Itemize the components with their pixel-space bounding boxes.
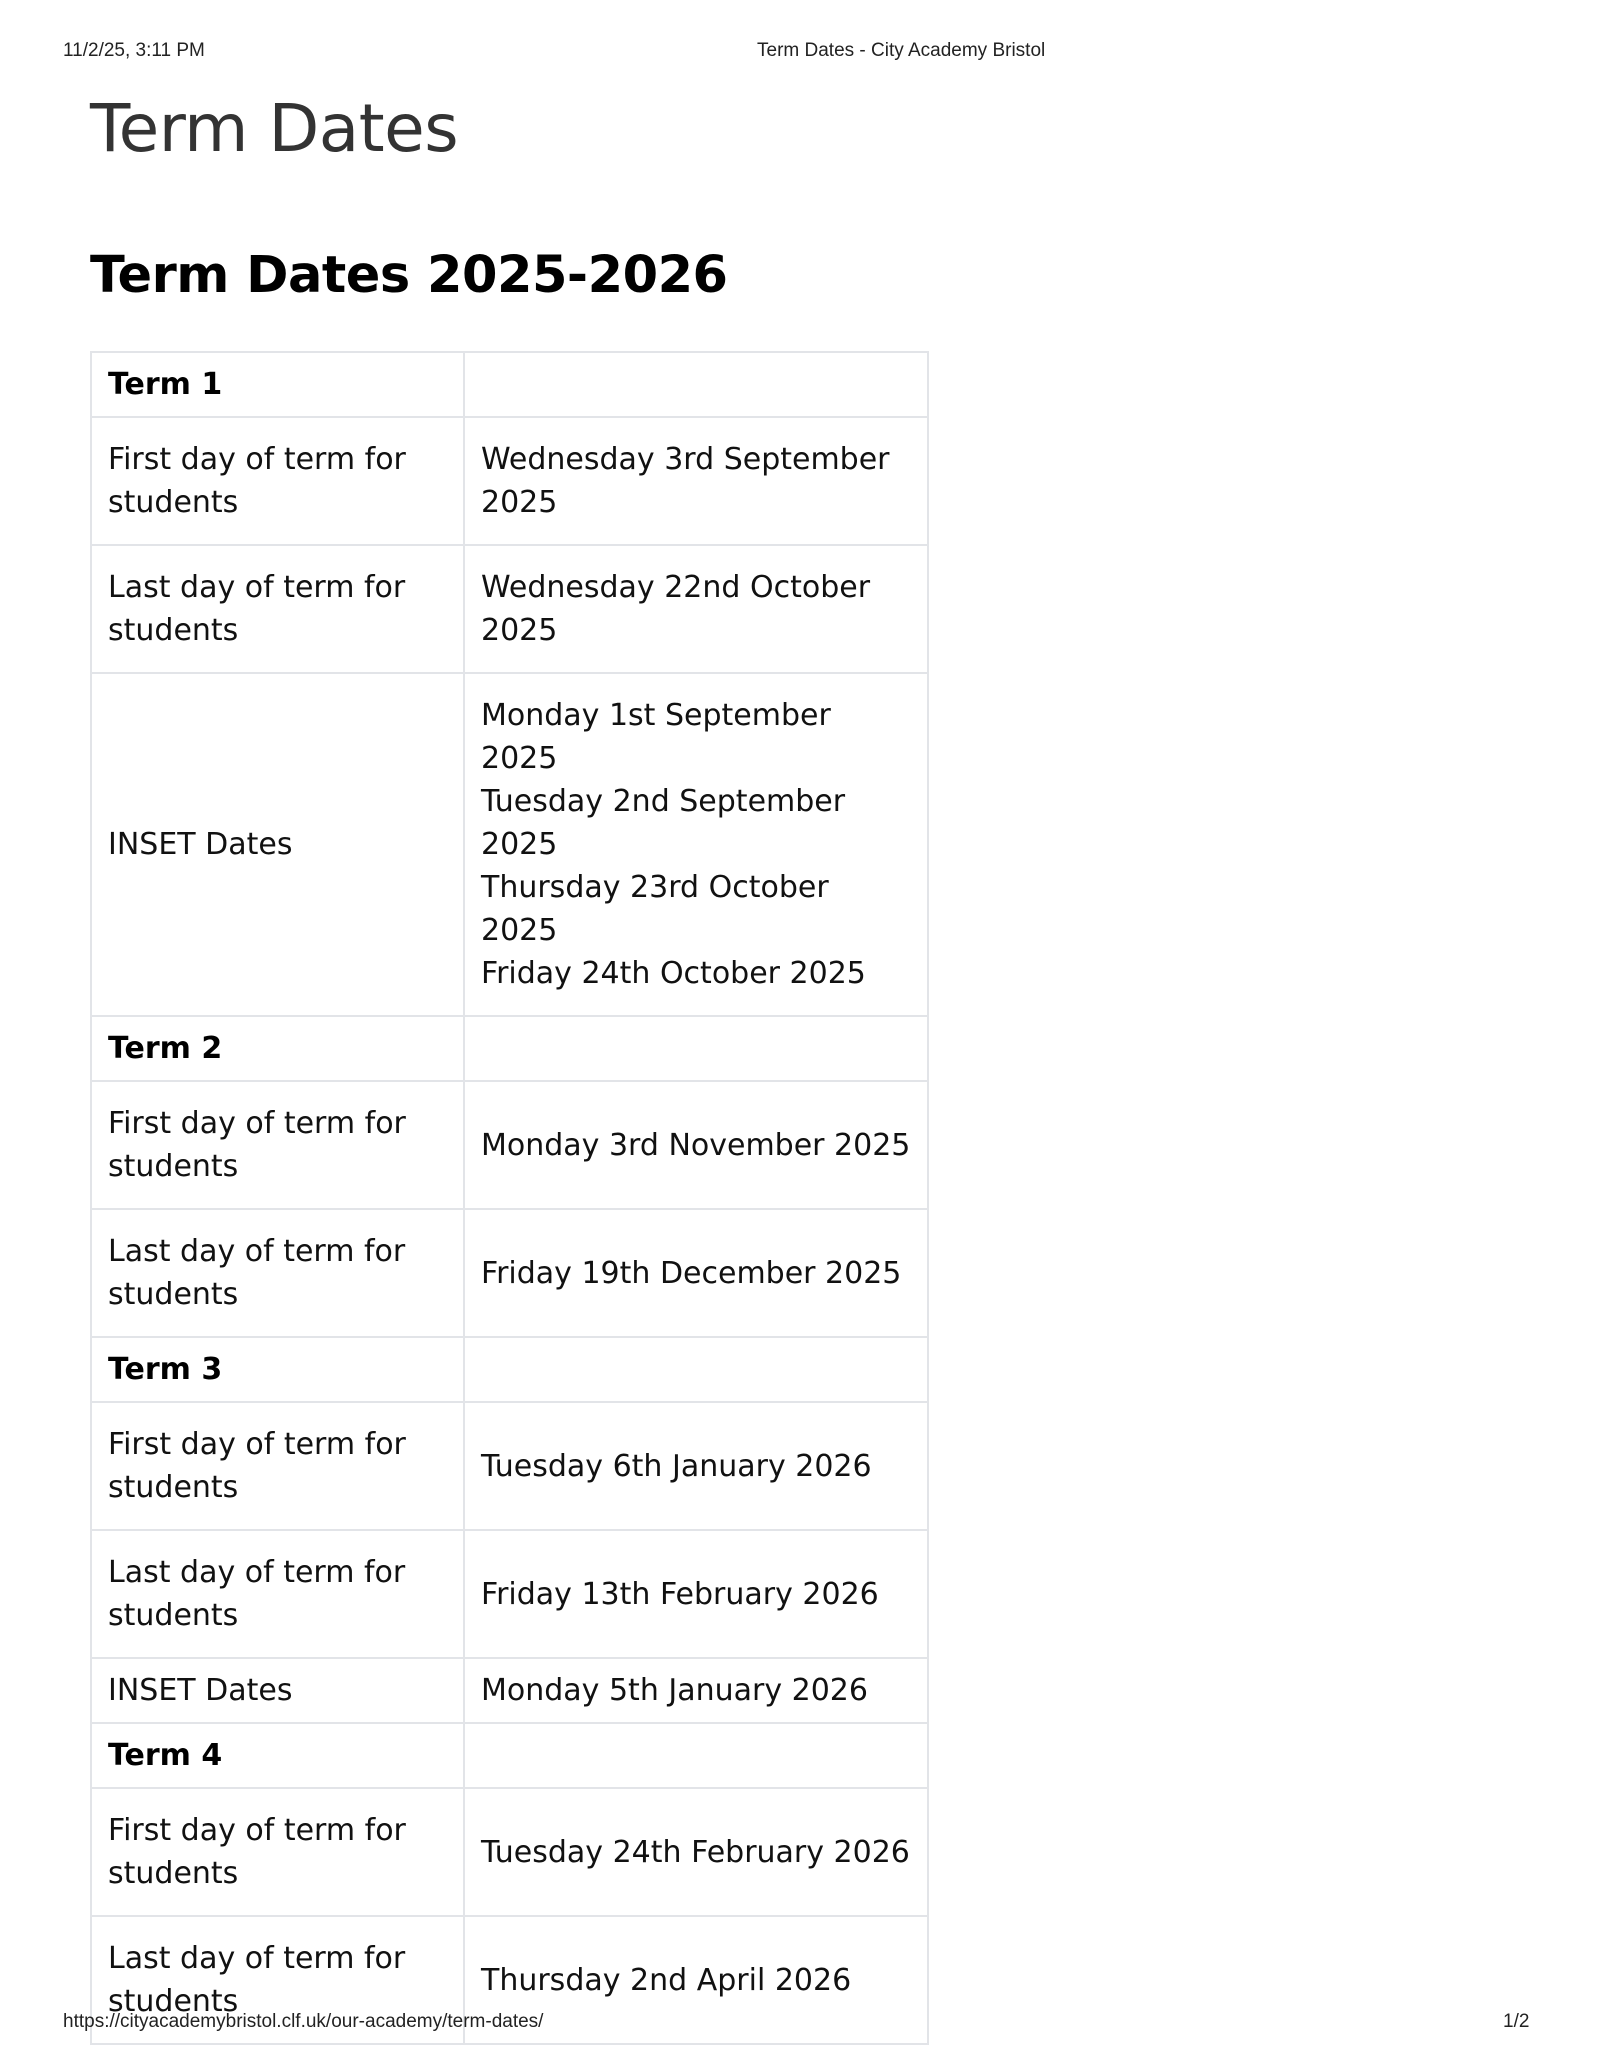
row-label: Last day of term for students <box>91 1530 464 1658</box>
date-text: Wednesday 3rd September 2025 <box>481 442 890 520</box>
table-row <box>91 545 928 673</box>
row-label: First day of term for students <box>91 1402 464 1530</box>
date-text: Monday 1st September 2025 <box>481 698 831 776</box>
date-text: Thursday 2nd April 2026 <box>481 1962 852 1998</box>
table-row <box>91 1402 928 1530</box>
date-text: Monday 3rd November 2025 <box>481 1127 911 1163</box>
row-label: First day of term for students <box>91 417 464 545</box>
date-text: Monday 5th January 2026 <box>481 1673 868 1708</box>
row-value <box>464 1530 928 1658</box>
print-datetime: 11/2/25, 3:11 PM <box>63 40 205 61</box>
table-row <box>91 417 928 545</box>
term-dates-table <box>90 351 929 2045</box>
term-dates-table-body <box>91 352 928 2044</box>
row-value <box>464 1209 928 1337</box>
row-value <box>464 1016 928 1081</box>
row-label: INSET Dates <box>91 673 464 1016</box>
row-label: First day of term for students <box>91 1788 464 1916</box>
row-value <box>464 1658 928 1723</box>
date-text: Tuesday 24th February 2026 <box>481 1834 910 1870</box>
print-page-title: Term Dates - City Academy Bristol <box>757 40 1046 61</box>
print-footer <box>0 2011 1600 2037</box>
term-heading-row <box>91 352 928 417</box>
date-text: Wednesday 22nd October 2025 <box>481 570 871 648</box>
row-label: Last day of term for students <box>91 1209 464 1337</box>
date-text: Tuesday 2nd September 2025 <box>481 784 846 862</box>
print-header <box>0 40 1600 66</box>
row-value <box>464 545 928 673</box>
page-title: Term Dates <box>90 90 459 167</box>
term-heading-row <box>91 1723 928 1788</box>
row-value <box>464 673 928 1016</box>
row-value <box>464 1081 928 1209</box>
table-row <box>91 1530 928 1658</box>
row-label: Last day of term for students <box>91 1916 464 2044</box>
term-heading-row <box>91 1337 928 1402</box>
row-value <box>464 417 928 545</box>
date-text: Friday 24th October 2025 <box>481 956 866 991</box>
date-text: Friday 19th December 2025 <box>481 1255 902 1291</box>
row-value <box>464 1337 928 1402</box>
row-value <box>464 1788 928 1916</box>
table-row <box>91 1658 928 1723</box>
table-row <box>91 673 928 1016</box>
row-value <box>464 352 928 417</box>
term-label: Term 4 <box>91 1723 464 1788</box>
date-text: Thursday 23rd October 2025 <box>481 870 829 948</box>
print-page-number: 1/2 <box>1503 2011 1530 2032</box>
table-row <box>91 1209 928 1337</box>
table-row <box>91 1788 928 1916</box>
date-text: Friday 13th February 2026 <box>481 1576 879 1612</box>
row-label: Last day of term for students <box>91 545 464 673</box>
term-heading-row <box>91 1016 928 1081</box>
date-text: Tuesday 6th January 2026 <box>481 1448 872 1484</box>
term-label: Term 2 <box>91 1016 464 1081</box>
term-label: Term 1 <box>91 352 464 417</box>
table-row <box>91 1081 928 1209</box>
row-label: First day of term for students <box>91 1081 464 1209</box>
row-label: INSET Dates <box>91 1658 464 1723</box>
section-heading: Term Dates 2025-2026 <box>90 246 728 305</box>
row-value <box>464 1402 928 1530</box>
term-label: Term 3 <box>91 1337 464 1402</box>
row-value <box>464 1723 928 1788</box>
print-url: https://cityacademybristol.clf.uk/our-academy/term-dates/ <box>63 2011 544 2032</box>
